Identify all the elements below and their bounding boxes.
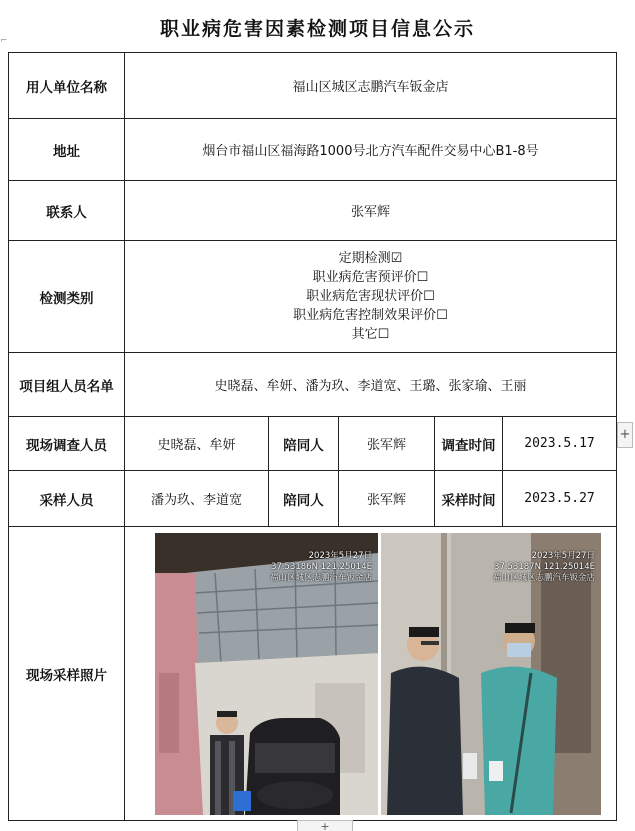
add-row-button[interactable]: + <box>297 820 353 831</box>
detection-type-options <box>125 241 617 353</box>
employer-label: 用人单位名称 <box>9 53 125 119</box>
row-contact <box>9 181 617 241</box>
option-other: 其它☐ <box>351 327 390 342</box>
add-column-button[interactable]: + <box>617 422 633 448</box>
sampling-label: 采样人员 <box>9 471 125 527</box>
photos-container <box>125 527 616 820</box>
team-label: 项目组人员名单 <box>9 353 125 417</box>
survey-escort-label: 陪同人 <box>269 417 339 471</box>
survey-escort-value: 张军辉 <box>339 417 435 471</box>
photo-1-stamp <box>270 551 372 584</box>
contact-label: 联系人 <box>9 181 125 241</box>
sampling-escort-value: 张军辉 <box>339 471 435 527</box>
employer-value: 福山区城区志鹏汽车钣金店 <box>125 53 617 119</box>
row-survey <box>9 417 617 471</box>
anchor-icon: ⌐ <box>0 36 8 46</box>
option-periodic: 定期检测☑ <box>338 251 403 266</box>
row-employer <box>9 53 617 119</box>
photo-2-location: 福山区城区志鹏汽车钣金店 <box>492 573 595 583</box>
photo-1-coords: 37.53186N 121.25014E <box>271 562 372 572</box>
option-pre-evaluation: 职业病危害预评价☐ <box>312 270 429 285</box>
address-value: 烟台市福山区福海路1000号北方汽车配件交易中心B1-8号 <box>125 119 617 181</box>
option-control-evaluation: 职业病危害控制效果评价☐ <box>293 308 448 323</box>
address-label: 地址 <box>9 119 125 181</box>
photos-cell <box>125 527 617 821</box>
survey-label: 现场调查人员 <box>9 417 125 471</box>
photo-2-date: 2023年5月27日 <box>531 551 595 561</box>
detection-type-label: 检测类别 <box>9 241 125 353</box>
photo-1-location: 福山区城区志鹏汽车钣金店 <box>269 573 372 583</box>
photo-2-stamp <box>493 551 595 584</box>
site-photo-2 <box>381 533 601 815</box>
sampling-escort-label: 陪同人 <box>269 471 339 527</box>
contact-value: 张军辉 <box>125 181 617 241</box>
row-detection-type <box>9 241 617 353</box>
sampling-value: 潘为玖、李道宽 <box>125 471 269 527</box>
photo-2-coords: 37.53187N 121.25014E <box>494 562 595 572</box>
row-photos <box>9 527 617 821</box>
row-address <box>9 119 617 181</box>
page-title: 职业病危害因素检测项目信息公示 <box>159 18 475 40</box>
info-table <box>8 52 617 821</box>
row-team <box>9 353 617 417</box>
photo-1-date: 2023年5月27日 <box>308 551 372 561</box>
sampling-time-label: 采样时间 <box>435 471 503 527</box>
team-value: 史晓磊、牟妍、潘为玖、李道宽、王璐、张家瑜、王丽 <box>125 353 617 417</box>
row-sampling <box>9 471 617 527</box>
sampling-time-value: 2023.5.27 <box>503 471 617 527</box>
site-photo-1 <box>155 533 378 815</box>
survey-value: 史晓磊、牟妍 <box>125 417 269 471</box>
photos-label: 现场采样照片 <box>9 527 125 821</box>
option-status-evaluation: 职业病危害现状评价☐ <box>306 289 435 304</box>
survey-time-label: 调查时间 <box>435 417 503 471</box>
survey-time-value: 2023.5.17 <box>503 417 617 471</box>
